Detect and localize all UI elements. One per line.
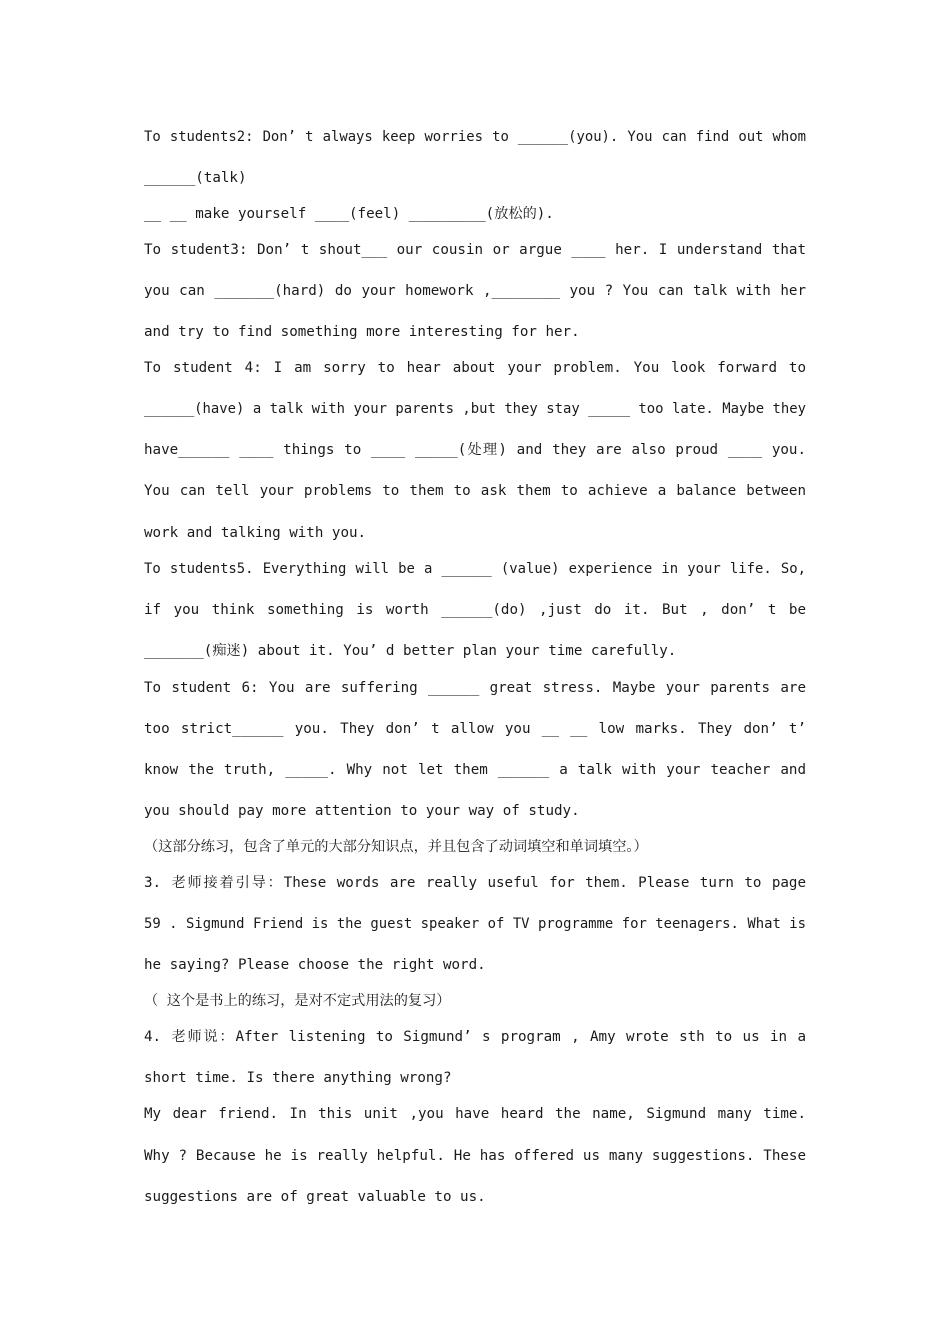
- text-line: 59 . Sigmund Friend is the guest speaker of TV programme for teenagers. What is: [144, 916, 806, 932]
- text-line: you should pay more attention to your way of study.: [144, 803, 580, 819]
- text-line: To students2: Don’ t always keep worries to ______(you). You can find out whom: [144, 129, 806, 145]
- text-line: ______(talk): [144, 170, 247, 186]
- text-line: （ 这个是书上的练习，是对不定式用法的复习）: [144, 993, 451, 1009]
- text-line: short time. Is there anything wrong?: [144, 1070, 452, 1086]
- text-line: _______(痴迷) about it. You’ d better plan your time carefully.: [144, 643, 677, 659]
- text-line: know the truth, _____. Why not let them ______ a talk with your teacher and: [144, 762, 806, 778]
- text-line: You can tell your problems to them to ask them to achieve a balance between: [144, 483, 806, 499]
- text-line: and try to find something more interesting for her.: [144, 324, 580, 340]
- text-line: suggestions are of great valuable to us.: [144, 1189, 486, 1205]
- text-line: To student 4: I am sorry to hear about your problem. You look forward to: [144, 360, 806, 376]
- text-line: Why ? Because he is really helpful. He has offered us many suggestions. These: [144, 1148, 806, 1164]
- text-line: work and talking with you.: [144, 525, 367, 541]
- text-line: too strict______ you. They don’ t allow you __ __ low marks. They don’ t’: [144, 721, 806, 737]
- text-line: you can _______(hard) do your homework ,________ you ? You can talk with her: [144, 283, 806, 299]
- text-line: __ __ make yourself ____(feel) _________(放松的).: [144, 206, 554, 222]
- text-line: 3. 老师接着引导：These words are really useful for them. Please turn to page: [144, 875, 806, 891]
- text-line: My dear friend. In this unit ,you have heard the name, Sigmund many time.: [144, 1106, 806, 1122]
- text-line: ______(have) a talk with your parents ,but they stay _____ too late. Maybe they: [144, 401, 806, 417]
- text-line: have______ ____ things to ____ _____(处理) and they are also proud ____ you.: [144, 442, 806, 458]
- text-line: if you think something is worth ______(do) ,just do it. But , don’ t be: [144, 602, 806, 618]
- text-line: To student 6: You are suffering ______ great stress. Maybe your parents are: [144, 680, 806, 696]
- text-line: he saying? Please choose the right word.: [144, 957, 486, 973]
- text-line: To students5. Everything will be a ______ (value) experience in your life. So,: [144, 561, 806, 577]
- text-line: To student3: Don’ t shout___ our cousin or argue ____ her. I understand that: [144, 242, 806, 258]
- text-line: （这部分练习，包含了单元的大部分知识点，并且包含了动词填空和单词填空。）: [144, 839, 648, 855]
- text-line: 4. 老师说：After listening to Sigmund’ s program , Amy wrote sth to us in a: [144, 1029, 806, 1045]
